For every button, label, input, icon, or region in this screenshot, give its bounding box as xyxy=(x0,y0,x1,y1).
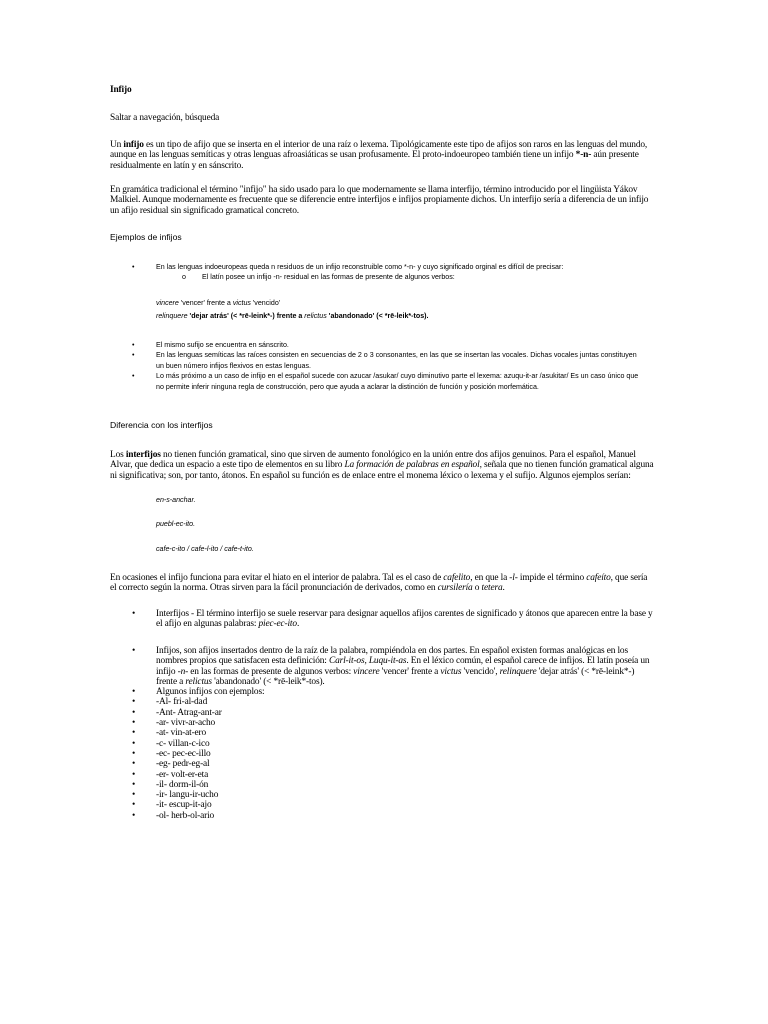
bullet-icon: • xyxy=(132,748,136,759)
latin-example-vincere xyxy=(156,298,280,308)
infix-example: -ir- langu-ir-ucho xyxy=(156,790,219,801)
infix-example: -ec- pec-ec-illo xyxy=(156,748,211,759)
list-item xyxy=(132,371,640,392)
latin-verb: vincere xyxy=(156,299,179,307)
list-item-text: Lo más próximo a un caso de infijo en el español sucede con azucar /asukar/ cuyo diminutivo parte el lexema: azuqu-it-ar /asukitar/ Es un caso único que no permite inferir ninguna regla de construcción, pero que ayuda a aclarar la distinción de función y posición morfemática. xyxy=(156,372,639,391)
latin-verb: relinquere xyxy=(156,312,188,320)
p3-term: interfijos xyxy=(125,450,161,460)
infijos-n: n xyxy=(180,666,186,677)
bullet-icon: • xyxy=(132,790,136,801)
list-item xyxy=(132,738,656,749)
list-item xyxy=(132,646,656,687)
title-text: Infijo xyxy=(110,85,132,95)
p4-lead: En ocasiones el infijo funciona para evitar el hiato en el interior de palabra. Tal es el caso de xyxy=(110,573,444,583)
list-item xyxy=(132,697,656,708)
bullet-icon: • xyxy=(132,609,136,619)
list-item xyxy=(132,779,656,790)
infix-example: -eg- pedr-eg-al xyxy=(156,759,210,770)
example-word-text: puebl-ec-ito. xyxy=(156,520,196,528)
ejemplo-latin: El latín posee un infijo -n- residual en las formas de presente de algunos verbos: xyxy=(202,273,455,282)
bullet-icon: • xyxy=(132,769,136,780)
p1-term: infijo xyxy=(123,140,144,150)
latin-gloss: 'abandonado' (< *rē-leik*-tos). xyxy=(211,676,325,687)
example-word-text: cafe-c-ito / cafe-l-ito / cafe-t-ito. xyxy=(156,545,254,553)
p1-lead: Un xyxy=(110,140,124,150)
infix-example: -Al- fri-al-dad xyxy=(156,697,208,708)
p1-rest: es un tipo de afijo que se inserta en el interior de una raíz o lexema. Tipológicamente este tipo de afijos son raros en las lenguas del mundo, aunque en las lenguas semíticas y otras lenguas afroasiáticas se usan profusamente. El proto-indoeuropeo también tiene un infijo xyxy=(110,140,648,161)
latin-gloss: 'abandonado' (< *rē-leik*-tos). xyxy=(326,312,429,320)
bullet-icon: • xyxy=(132,341,135,349)
p1-tail: aún presente residualmente en latín y en sánscrito. xyxy=(110,150,639,171)
latin-verb: relinquere xyxy=(499,666,537,677)
list-item xyxy=(132,748,656,759)
example-word xyxy=(156,544,254,554)
p3-mid: no tienen función gramatical, sino que sirven de aumento fonológico en la unión entre dos afijos genuinos. Para el español, Manuel Alvar, que dedica un espacio a este tipo de elementos en su libro xyxy=(110,450,636,471)
latin-verb: relictus xyxy=(185,676,212,687)
latin-verb: relictus xyxy=(304,312,327,320)
hiato-paragraph xyxy=(110,573,655,594)
infijos-list xyxy=(132,646,656,821)
list-item xyxy=(132,810,656,821)
latin-example-relinquere xyxy=(156,311,429,321)
skip-navigation-link[interactable] xyxy=(110,113,655,123)
p1-morph: *-n- xyxy=(575,150,592,161)
interfijos-tail: . xyxy=(296,619,300,630)
p4-word: cafelito xyxy=(443,573,471,583)
list-item xyxy=(132,340,640,350)
infix-example: -at- vin-at-ero xyxy=(156,728,207,739)
list-item xyxy=(132,718,656,729)
list-item xyxy=(182,272,636,282)
latin-verb: victus xyxy=(440,666,462,677)
latin-verb: victus xyxy=(232,299,251,307)
ejemplo-indoeuropeo: En las lenguas indoeuropeas queda n residuos de un infijo reconstruible como *-n- y cuyo significado orginal es difícil de precisar: xyxy=(156,263,564,271)
list-item xyxy=(132,759,656,770)
interfijos-definition: Interfijos - El término interfijo se suele reservar para designar aquellos afijos carentes de significado y átonos que aparecen entre la base y el afijo en algunas palabras: xyxy=(156,609,653,630)
list-item xyxy=(132,687,656,698)
bullet-icon: • xyxy=(132,697,136,708)
list-item xyxy=(132,728,656,739)
list-item xyxy=(132,707,656,718)
list-item xyxy=(132,350,640,371)
example-word xyxy=(156,519,195,529)
infijos-mid: . En el léxico común, el español carece de infijos. El latín poseía un infijo - xyxy=(156,656,650,677)
interfijos-definition-list xyxy=(132,609,656,630)
bullet-icon: • xyxy=(132,779,136,790)
book-title: La formación de palabras en español xyxy=(344,460,480,471)
infix-example: -ar- vivr-ar-acho xyxy=(156,718,216,729)
bullet-icon: • xyxy=(132,372,135,381)
bullet-icon: • xyxy=(132,738,136,749)
infix-example: -Ant- Atrag-ant-ar xyxy=(156,707,222,718)
list-intro: Algunos infijos con ejemplos: xyxy=(156,687,265,698)
p4-tail: . xyxy=(502,583,505,594)
list-item xyxy=(132,262,636,272)
bullet-icon: • xyxy=(132,707,136,718)
bullet-icon: • xyxy=(132,800,136,811)
bullet-icon: • xyxy=(132,646,136,656)
section-heading-ejemplos: Ejemplos de infijos xyxy=(110,232,182,242)
list-item xyxy=(132,790,656,801)
p4-mid: o xyxy=(472,583,482,594)
p3-tail: , señala que no tienen función gramatical alguna ni significativa; son, por tanto, átonos. En español su función es de enlace entre el monema léxico o lexema y el sufijo. Algunos ejemplos serían: xyxy=(110,460,654,481)
latin-gloss: 'vencido' xyxy=(250,299,281,307)
infijos-names: Carl-it-os, Luqu-it-as xyxy=(328,656,407,667)
latin-gloss: 'vencer' frente a xyxy=(178,299,233,307)
infix-example: -er- volt-er-eta xyxy=(156,769,209,780)
infix-example: -c- villan-c-ico xyxy=(156,738,210,749)
infix-example: -it- escup-it-ajo xyxy=(156,800,212,811)
circle-bullet-icon: o xyxy=(182,273,186,282)
section-heading-diferencia: Diferencia con los interfijos xyxy=(110,420,213,430)
p3-lead: Los xyxy=(110,450,126,460)
bullet-icon: • xyxy=(132,351,135,360)
latin-gloss: 'vencido', xyxy=(461,666,500,677)
p4-word: -l- xyxy=(509,573,518,583)
list-item xyxy=(132,769,656,780)
list-item xyxy=(132,609,656,630)
infijos-mid: - en las formas de presente de algunos verbos: xyxy=(185,666,354,677)
skip-navigation-text[interactable]: Saltar a navegación, búsqueda xyxy=(110,113,220,123)
p4-word: cursilería xyxy=(437,583,473,594)
infijos-definition: Infijos, son afijos insertados dentro de la raíz de la palabra, rompiéndola en dos partes. En español existen formas analógicas en los nombres propios que satisfacen esta definición: xyxy=(156,646,628,667)
example-word xyxy=(156,495,196,505)
ejemplos-list xyxy=(132,262,636,283)
infix-example: -ol- herb-ol-ario xyxy=(156,810,215,821)
latin-gloss: 'dejar atrás' (< *rē-leink*-) frente a xyxy=(156,666,635,687)
list-item-text: En las lenguas semíticas las raíces consisten en secuencias de 2 o 3 consonantes, en las que se insertan las vocales. Dichas vocales juntas constituyen un buen número infijos flexivos en estas lenguas. xyxy=(156,351,637,370)
bullet-icon: • xyxy=(132,759,136,770)
list-item-text: El mismo sufijo se encuentra en sánscrito. xyxy=(156,341,289,349)
bullet-icon: • xyxy=(132,718,136,729)
list-item xyxy=(132,800,656,811)
latin-verb: vincere xyxy=(353,666,380,677)
p4-word: cafeíto xyxy=(586,573,611,583)
p4-mid: , en que la xyxy=(470,573,510,583)
p4-mid: , que sería el correcto según la norma. Otras sirven para la fácil pronunciación de derivados, como en xyxy=(110,573,648,594)
interfijos-paragraph xyxy=(110,450,655,481)
bullet-icon: • xyxy=(132,810,136,821)
latin-gloss: 'dejar atrás' (< *rē-leink*-) frente a xyxy=(187,312,305,320)
ejemplos-list-continued xyxy=(132,340,640,392)
interfijos-example: piec-ec-ito xyxy=(258,619,297,630)
p4-mid: impide el término xyxy=(517,573,587,583)
bullet-icon: • xyxy=(132,687,136,698)
infix-example: -il- dorm-il-ón xyxy=(156,779,209,790)
traditional-grammar-paragraph: En gramática tradicional el término "infijo" ha sido usado para lo que modernamente se llama interfijo, término introducido por el lingüista Yákov Malkiel. Aunque modernamente es frecuente que se diferencie entre interfijos e infijos propiamente dichos. Un interfijo sería a diferencia de un infijo un afijo residual sin significado gramatical concreto. xyxy=(110,185,649,216)
page-title xyxy=(110,85,655,95)
p4-word: tetera xyxy=(481,583,503,594)
bullet-icon: • xyxy=(132,263,135,271)
bullet-icon: • xyxy=(132,728,136,739)
intro-paragraph xyxy=(110,140,655,171)
example-word-text: en-s-anchar. xyxy=(156,496,196,504)
latin-gloss: 'vencer' frente a xyxy=(379,666,441,677)
